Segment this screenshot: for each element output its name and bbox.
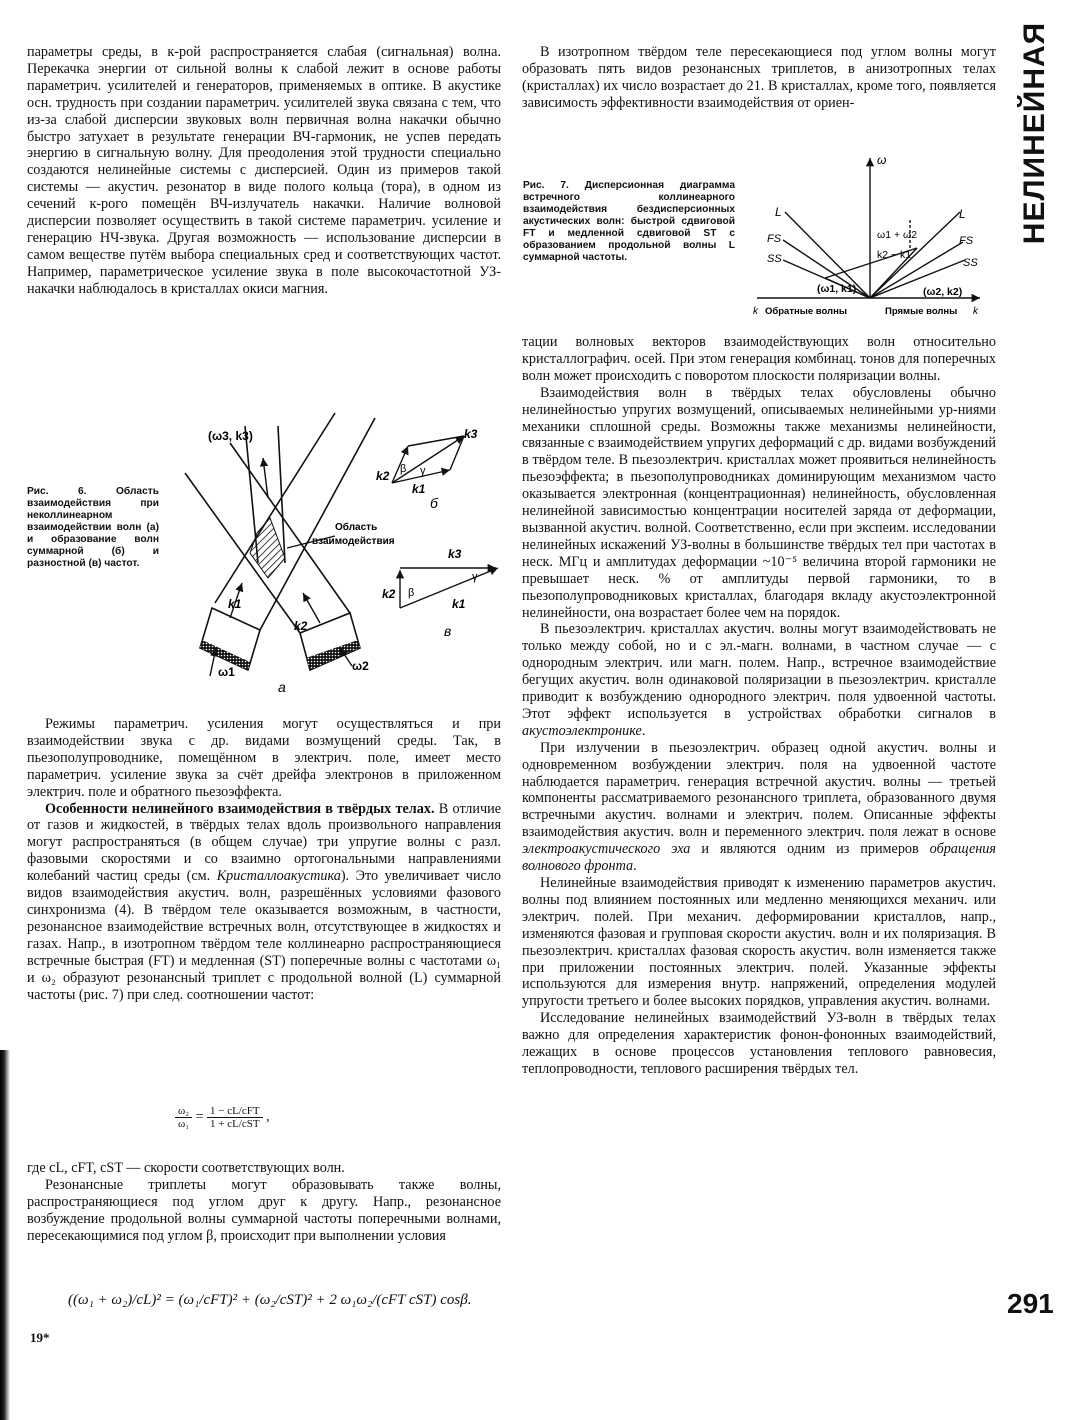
left-paragraph-4: где cL, cFT, cST — скорости соответствующих волн. — [27, 1160, 345, 1176]
fig7-label-L-right: L — [959, 207, 966, 221]
formula-resonance-condition: ((ω₁ + ω₂)/cL)² = (ω₁/cFT)² + (ω₂/cST)² + 2 ω₁ω₂/(cFT cST) cosβ. — [68, 1292, 472, 1308]
fig7-axis-omega-label: ω — [877, 153, 887, 167]
fig6b-label-k1: k1 — [412, 482, 426, 496]
fig7-label-backward: Обратные волны — [765, 306, 847, 317]
fig6v-label-k3: k3 — [448, 547, 462, 561]
left-paragraph-3b: ). Это увеличивает число видов взаимодействия акустич. волн, разрешённых условиями фазового синхронизма (4). В твёрдом теле оказывается возможным, в частности, резонансное взаимодействие встречных волн, отсутствующее в жидкостях и газах. Напр., в изотропном твёрдом теле коллинеарно распространяющиеся встречные быстрая (FT) и медленная (ST) поперечные волны с частотами ω₁ и ω₂ образуют резонансный триплет с продольной волной (L) суммарной частоты (рис. 7) при след. соотношении частот: — [27, 868, 502, 1003]
fig6-label-region-2: взаимодействия — [312, 536, 395, 547]
fig6v-vector-k1 — [400, 568, 498, 608]
fig6-label-region-1: Область — [335, 522, 378, 533]
right-paragraph-1-cont: тации волновых векторов взаимодействующих волн относительно кристаллографич. осей. При этом генерация комбинац. тонов для поперечных волн может происходить с поворотом плоскости поляризации волны. — [522, 334, 996, 384]
left-column-bottom — [27, 1160, 501, 1245]
right-column-main — [522, 334, 996, 1078]
fig7-label-FS-right: FS — [959, 235, 974, 247]
left-paragraph-2: Режимы параметрич. усиления могут осуществляться и при взаимодействии звука с др. видами возмущений среды. Так, в пьезополупроводнике, помещённом в электрич. поле, имеет место параметрич. усиление звука за счёт дрейфа электронов в приложенном электрич. поле и обратного пьезоэффекта. — [27, 716, 501, 800]
fig6-diagram — [160, 408, 505, 703]
right-column-top — [522, 44, 996, 112]
formula1-tail: , — [266, 1109, 270, 1125]
link-acoustoelectronics[interactable]: акустоэлектронике — [522, 722, 642, 739]
fig6v-label-k2: k2 — [382, 587, 396, 601]
fig6v-label-v: в — [444, 623, 452, 639]
fig6-caption: Рис. 6. Область взаимодействия при неколлинеарном взаимодействии волн (а) и образование волн суммарной (б) и разностной (в) частот. — [27, 486, 159, 569]
fig6-label-w1: ω1 — [218, 665, 235, 679]
fig7-caption: Рис. 7. Дисперсионная диаграмма встречного коллинеарного взаимодействия бездисперсионных акустических волн: быстрой сдвиговой FT и медленной сдвиговой ST с образованием продольной волны L суммарной частоты. — [523, 180, 735, 263]
fig7-axis-k-left-label: k — [753, 306, 758, 317]
left-paragraph-5: Резонансные триплеты могут образовывать также волны, распространяющиеся под углом друг к другу. Напр., резонансное возбуждение продольной волны суммарной частоты поперечными волнами, пересекающимися под углом β, происходит при выполнении условия — [27, 1176, 501, 1244]
link-phase-conjugation[interactable]: обращения волнового фронта — [522, 841, 996, 875]
left-column-lower — [27, 716, 501, 1003]
fig6-label-k2: k2 — [294, 619, 308, 633]
fig6-label-w3k3: (ω3, k3) — [208, 429, 253, 443]
formula1-lhs-den: ω₁ — [178, 1118, 190, 1130]
fig7-label-SS-left: SS — [767, 253, 782, 265]
running-head — [1006, 21, 1064, 245]
binding-shadow — [0, 1050, 10, 1420]
formula1-lhs-num: ω₂ — [175, 1105, 192, 1118]
fig6v-label-gamma: γ — [472, 571, 478, 583]
fig7-label-w1k1: (ω1, k1) — [817, 283, 857, 295]
fig6v-label-k1: k1 — [452, 597, 466, 611]
left-paragraph-3 — [27, 801, 501, 1004]
right-paragraph-4: При излучении в пьезоэлектрич. образец одной акустич. волны и одновременном возбуждении электрич. поля на удвоенной частоте наблюдается параметрич. генерация встречной акустич. волны — третьей компоненты рассматриваемого резонансного триплета, образованного двумя встречными акустич. волнами и электрич. полем. Описанные эффекты взаимодействия акустич. волн и переменного электрич. поля лежат в основе электроакустического эха и являются одним из примеров обращения волнового фронта. — [522, 739, 996, 875]
right-paragraph-5: Нелинейные взаимодействия приводят к изменению параметров акустич. волны под влиянием постоянных или медленно меняющихся механич. или электрич. полей. При механич. деформировании кристаллов, напр., изменяются фазовая и групповая скорости акустич. волн и их поляризация. В пьезоэлектрич. кристаллах фазовая скорость акустич. волн изменяется также при приложении постоянных электрич. полей. Указанные эффекты используются для измерения внутр. напряжений, определения модулей упругости третьего и более высоких порядков, управления акустич. волнами. — [522, 875, 996, 1010]
fig7-label-w2k2: (ω2, k2) — [923, 286, 963, 298]
left-column — [27, 44, 501, 298]
fig6b-label-gamma: γ — [420, 465, 426, 477]
link-crystal-acoustics[interactable]: Кристаллоакустика — [216, 868, 341, 885]
fig6-label-k1: k1 — [228, 597, 242, 611]
right-paragraph-6: Исследование нелинейных взаимодействий УЗ-волн в твёрдых телах важно для определения характеристик фонон-фононных взаимодействий, лежащих в основе процессов установления теплового равновесия, теплопроводности, теплового расширения твёрдых тел. — [522, 1010, 996, 1077]
fig7-label-diff: k2 − k1 — [877, 249, 912, 261]
fig6v-label-beta: β — [408, 587, 415, 599]
right-paragraph-2: Взаимодействия волн в твёрдых телах обусловлены обычно нелинейностью упругих возмущений, описываемых нелинейными ур-ниями механики сплошной среды. Возможны также механизмы нелинейности, связанные с взаимодействием упругих деформаций с др. видами возбуждений в твёрдом теле. В пьезоэлектрич. кристаллах может проявиться нелинейность пьезоэффекта; в пьезополупроводниках доминирующим механизмом часто оказывается электронная (концентрационная) нелинейность, обусловленная нелинейной зависимостью концентрации носителей заряда от деформации, вызванной акустич. волной. Соответственно, если при экспеим. исследовании нелинейных искажений УЗ-волны в большинстве твёрдых тел при частотах в неск. МГц и амплитудах деформации ~10⁻⁵ величина второй гармоники не превышает неск. % от амплитуды первой гармоники, то в пьезополупроводниковых кристаллах, благодаря вкладу акустоэлектронной нелинейности, она возрастает более чем на порядок. — [522, 384, 996, 621]
formula1-rhs-num: 1 − cL/cFT — [207, 1105, 263, 1118]
formula1-rhs-den: 1 + cL/cST — [209, 1118, 260, 1130]
formula-frequency-ratio: $\frac{\text{ω₂}}{\text{ω₁}}$ = $\frac{\text{1 − cL/cFT}}{\text{1 + cL/cST}}$ , — [175, 1105, 270, 1130]
running-head-text: НЕЛИНЕЙНАЯ — [1018, 21, 1052, 245]
right-paragraph-1: В изотропном твёрдом теле пересекающиеся под углом волны могут образовать пять видов резонансных триплетов, в анизотропных телах (кристаллах) их число возрастает до 21. В кристаллах, кроме того, появляется зависимость эффективности взаимодействия от ориен- — [522, 44, 996, 111]
link-electroacoustic-echo[interactable]: электроакустического эха — [522, 841, 691, 858]
fig6b-label-k2: k2 — [376, 469, 390, 483]
right-paragraph-3: В пьезоэлектрич. кристаллах акустич. волны могут взаимодействовать не только между собой, но и с эл.-магн. волнами, в частном случае — с однородным электрич. или магн. полем. Напр., встречное взаимодействие бегущих акустич. волн одинаковой поляризации в пьезоэлектрич. кристалле приводит к возбуждению однородного электрич. поля удвоенной частоты. Этот эффект используется в устройствах обработки сигналов в акустоэлектронике. — [522, 621, 996, 739]
fig7-label-SS-right: SS — [963, 257, 978, 269]
fig7-label-forward: Прямые волны — [885, 306, 958, 317]
fig7-label-FS-left: FS — [767, 233, 782, 245]
fig6-label-w2: ω2 — [352, 659, 369, 673]
fig6b-label-k3: k3 — [464, 427, 478, 441]
left-paragraph-1: параметры среды, в к-рой распространяется слабая (сигнальная) волна. Перекачка энергии от сильной волны к слабой лежит в основе работы параметрич. усилителей и генераторов, применяемых в оптике. В акустике осн. трудность при создании параметрич. усилителей звука связана с тем, что из-за слабой дисперсии звуковых волн первичная волна накачки обычно быстро затухает в результате генерации ВЧ-гармоник, не успев передать энергию в сигнальную волну. Для преодоления этой трудности специально создаются нелинейные системы с дисперсией. Один из примеров такой системы — акустич. резонатор в виде полого кольца (тора), в одном из сечений к-рого помещён ВЧ-излучатель накачки. Наличие волновой дисперсии позволяет осуществить в такой системе параметрич. усиление и генерацию НЧ-звука. Другая возможность — использование дисперсии в самом веществе путём выбора специальных сред и соответствующих частот. Например, параметрическое усиление звука в поле высокочастотной УЗ-накачки наблюдалось в кристаллах окиси магния. — [27, 44, 501, 297]
page-number: 291 — [1007, 1288, 1054, 1319]
fig6b-label-beta: β — [400, 463, 407, 475]
fig6b-label-b: б — [430, 495, 438, 511]
fig7-diagram — [745, 150, 1000, 320]
fig7-axis-k-label: k — [973, 306, 978, 317]
fig7-label-L-left: L — [775, 205, 782, 219]
fig6-label-a: а — [278, 679, 286, 695]
left-paragraph-3a: В отличие от газов и жидкостей, в твёрдых телах вдоль произвольного направления могут распространяться (в общем случае) три упругие волны с разл. фазовыми скоростями и со взаимно ортогональными направлениями колебаний частиц среды (см. — [27, 800, 502, 885]
fig7-label-sum: ω1 + ω2 — [877, 229, 918, 241]
signature-mark: 19* — [30, 1330, 50, 1345]
fig6-beam2-right — [230, 443, 350, 613]
section-heading-solids: Особенности нелинейного взаимодействия в твёрдых телах. — [45, 800, 435, 817]
